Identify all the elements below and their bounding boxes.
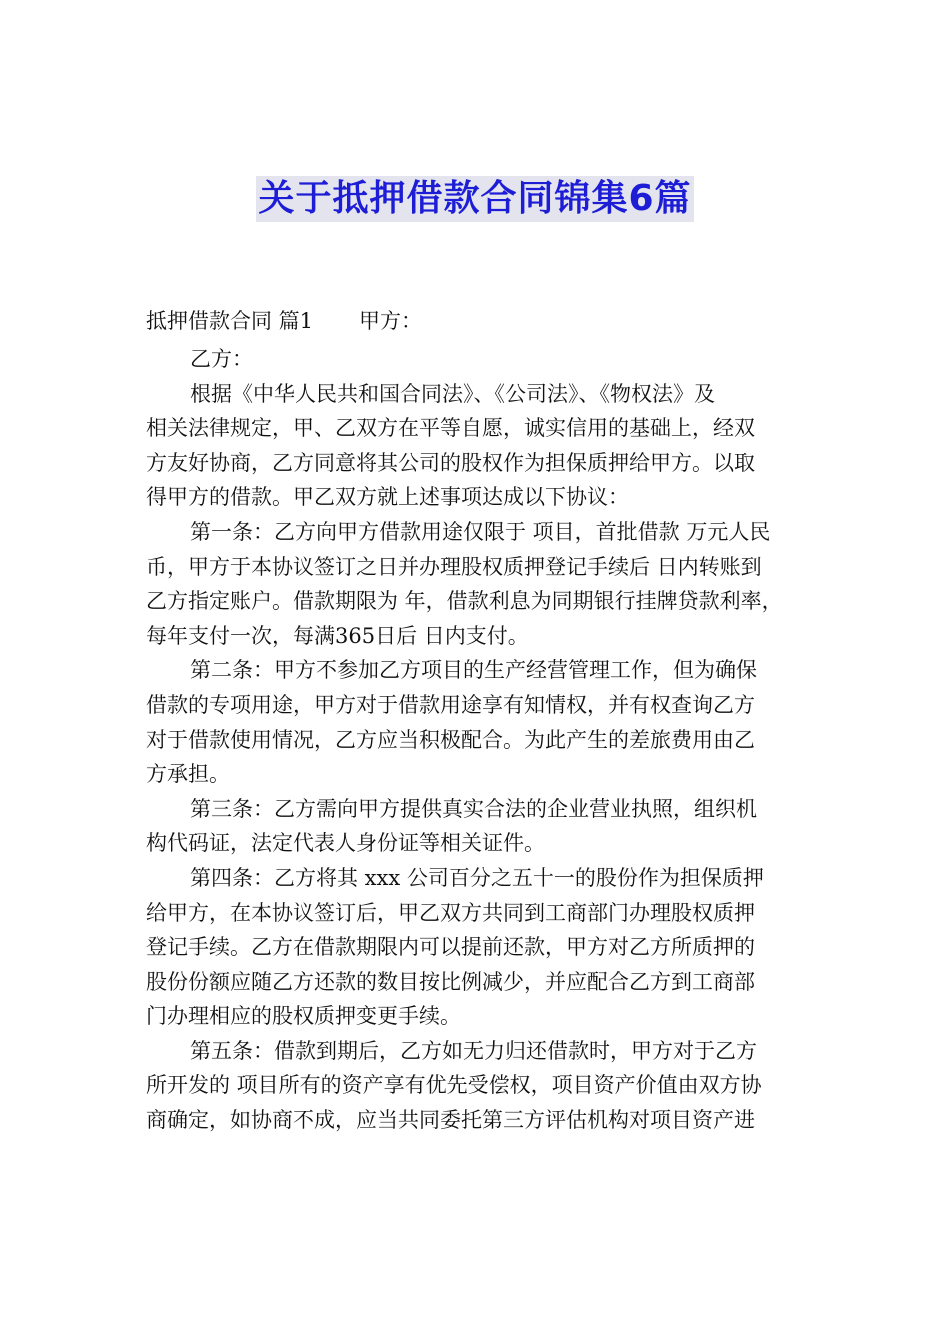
paragraph-article-2 bbox=[146, 653, 808, 791]
title-container bbox=[0, 176, 950, 222]
party-a-label: 甲方： bbox=[359, 309, 423, 333]
paragraph-article-1 bbox=[146, 515, 808, 653]
paragraph-line: 股份份额应随乙方还款的数目按比例减少，并应配合乙方到工商部 bbox=[146, 969, 755, 994]
paragraph-line: 第一条：乙方向甲方借款用途仅限于 项目，首批借款 万元人民 bbox=[190, 519, 771, 544]
paragraph-line: 给甲方，在本协议签订后，甲乙双方共同到工商部门办理股权质押 bbox=[146, 900, 755, 925]
paragraph-line: 商确定，如协商不成，应当共同委托第三方评估机构对项目资产进 bbox=[146, 1108, 755, 1133]
paragraph-article-4 bbox=[146, 861, 808, 1034]
paragraph-line: 门办理相应的股权质押变更手续。 bbox=[146, 1004, 461, 1029]
paragraph-line: 相关法律规定，甲、乙双方在平等自愿，诚实信用的基础上，经双 bbox=[146, 416, 755, 441]
paragraph-line: 所开发的 项目所有的资产享有优先受偿权，项目资产价值由双方协 bbox=[146, 1073, 762, 1098]
section-heading: 抵押借款合同 篇1 bbox=[146, 309, 314, 333]
document-body bbox=[146, 304, 808, 1138]
paragraph-line: 乙方指定账户。借款期限为 年，借款利息为同期银行挂牌贷款利率， bbox=[146, 589, 783, 614]
paragraph-line: 方承担。 bbox=[146, 762, 230, 787]
paragraph-line: 借款的专项用途，甲方对于借款用途享有知情权，并有权查询乙方 bbox=[146, 692, 755, 717]
paragraph-line: 第五条：借款到期后，乙方如无力归还借款时，甲方对于乙方 bbox=[190, 1038, 757, 1063]
paragraph-article-3 bbox=[146, 792, 808, 861]
paragraph-line: 第三条：乙方需向甲方提供真实合法的企业营业执照，组织机 bbox=[190, 796, 757, 821]
section-heading-row bbox=[146, 304, 808, 342]
party-b-label: 乙方： bbox=[190, 347, 253, 371]
paragraph-line: 得甲方的借款。甲乙双方就上述事项达成以下协议： bbox=[146, 485, 629, 510]
document-title: 关于抵押借款合同锦集6篇 bbox=[256, 176, 693, 222]
paragraph-line: 根据《中华人民共和国合同法》、《公司法》、《物权法》及 bbox=[190, 381, 715, 406]
paragraph-line: 登记手续。乙方在借款期限内可以提前还款，甲方对乙方所质押的 bbox=[146, 935, 755, 960]
paragraph-line: 构代码证，法定代表人身份证等相关证件。 bbox=[146, 831, 545, 856]
paragraph-line: 第四条：乙方将其 xxx 公司百分之五十一的股份作为担保质押 bbox=[190, 865, 764, 890]
paragraph-line: 每年支付一次，每满365日后 日内支付。 bbox=[146, 623, 529, 648]
party-b-label-row bbox=[146, 342, 808, 377]
paragraph-line: 币，甲方于本协议签订之日并办理股权质押登记手续后 日内转账到 bbox=[146, 554, 762, 579]
paragraph-line: 第二条：甲方不参加乙方项目的生产经营管理工作，但为确保 bbox=[190, 658, 757, 683]
paragraph-line: 对于借款使用情况，乙方应当积极配合。为此产生的差旅费用由乙 bbox=[146, 727, 755, 752]
paragraph-line: 方友好协商，乙方同意将其公司的股权作为担保质押给甲方。以取 bbox=[146, 450, 755, 475]
paragraph-article-5 bbox=[146, 1034, 808, 1138]
paragraph-intro bbox=[146, 377, 808, 515]
